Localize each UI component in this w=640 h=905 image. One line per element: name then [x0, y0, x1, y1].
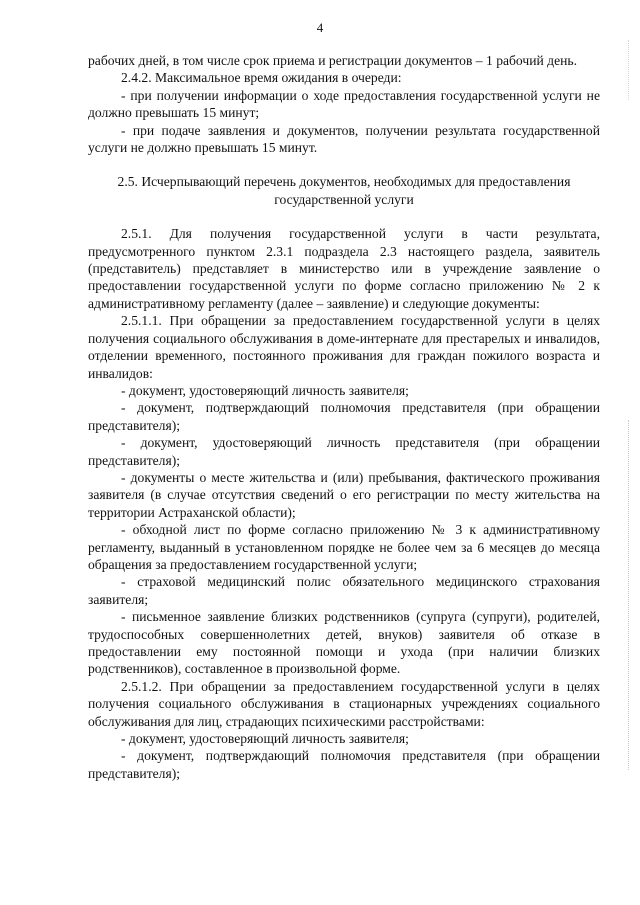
scan-artifact-dots: [628, 40, 630, 100]
scan-artifact-dots: [628, 420, 630, 770]
paragraph-2-5-1-2: 2.5.1.2. При обращении за предоставлением государственной услуги в целях получения социального обслуживания в стационарных учреждениях социального обслуживания для лиц, страдающих психическими расстройствами:: [88, 678, 600, 729]
document-body: [88, 52, 600, 782]
list-item: - документ, удостоверяющий личность заявителя;: [121, 731, 409, 747]
list-item: - документ, подтверждающий полномочия представителя (при обращении представителя);: [88, 748, 600, 781]
section-heading-2-5: 2.5. Исчерпывающий перечень документов, необходимых для предоставления государственной услуги: [117, 174, 571, 207]
list-item: - письменное заявление близких родственников (супруга (супруги), родителей, трудоспособных совершеннолетних детей, внуков) заявителя об отказе в предоставлении ему постоянной помощи и ухода (при наличии близких родственников), составленное в произвольной форме.: [88, 609, 600, 677]
paragraph-2-5-1-1: 2.5.1.1. При обращении за предоставлением государственной услуги в целях получения социального обслуживания в доме-интернате для престарелых и инвалидов, отделении временного, постоянного проживания для граждан пожилого возраста и инвалидов:: [88, 313, 600, 381]
paragraph-2-4-2: 2.4.2. Максимальное время ожидания в очереди:: [121, 70, 402, 86]
list-item: - документ, удостоверяющий личность заявителя;: [121, 382, 409, 398]
paragraph-continuation: рабочих дней, в том числе срок приема и регистрации документов – 1 рабочий день.: [88, 53, 577, 68]
list-item: - документ, подтверждающий полномочия представителя (при обращении представителя);: [88, 400, 600, 433]
page-number: 4: [316, 20, 324, 35]
list-item: - при получении информации о ходе предоставления государственной услуги не должно превышать 15 минут;: [88, 87, 600, 121]
list-item: - документы о месте жительства и (или) пребывания, фактического проживания заявителя (в случае отсутствия сведений о его регистрации по месту жительства на территории Астраханской области);: [88, 469, 600, 520]
list-item: - страховой медицинский полис обязательного медицинского страхования заявителя;: [88, 574, 600, 607]
list-item: - документ, удостоверяющий личность представителя (при обращении представителя);: [88, 435, 600, 468]
list-item: - при подаче заявления и документов, получении результата государственной услуги не должно превышать 15 минут.: [88, 122, 600, 156]
list-item: - обходной лист по форме согласно приложению № 3 к административному регламенту, выданный в установленном порядке не более чем за 6 месяцев до месяца обращения за предоставлением государственной услуги;: [88, 522, 600, 572]
paragraph-2-5-1: 2.5.1. Для получения государственной услуги в части результата, предусмотренного пунктом 2.3.1 подраздела 2.3 настоящего раздела, заявитель (представитель) представляет в министерство или в учреждение заявление о предоставлении государственной услуги по форме согласно приложению № 2 к административному регламенту (далее – заявление) и следующие документы:: [88, 226, 600, 311]
